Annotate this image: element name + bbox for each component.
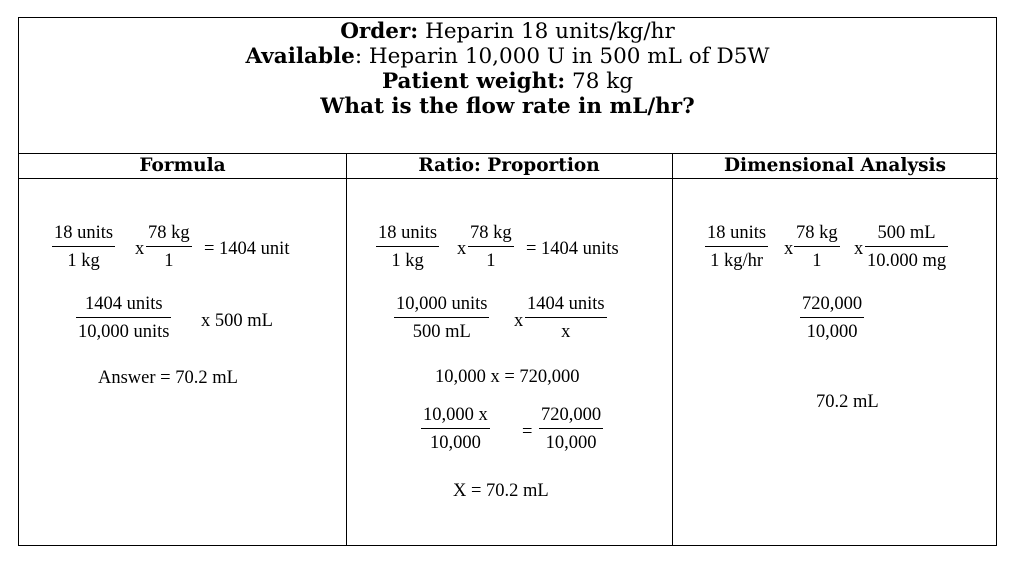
answer-text: Answer = 70.2 mL bbox=[98, 368, 238, 388]
column-header-ratio: Ratio: Proportion bbox=[346, 154, 672, 179]
multiplier-text: x 500 mL bbox=[201, 311, 273, 331]
column-header-formula: Formula bbox=[19, 154, 346, 179]
equals-sign: = bbox=[522, 422, 533, 442]
fraction: 10,000 units 500 mL bbox=[396, 294, 488, 342]
equation-result: = 1404 units bbox=[526, 239, 619, 259]
question-line: What is the flow rate in mL/hr? bbox=[320, 94, 695, 119]
fraction: $\frac{500 mL}{10.000 mg}$ bbox=[867, 223, 947, 271]
answer-text: 70.2 mL bbox=[816, 392, 879, 412]
fraction: 1404 units 10,000 units bbox=[78, 294, 170, 342]
fraction: 18 units 1 kg/hr bbox=[707, 223, 767, 271]
available-line: Available: Heparin 10,000 U in 500 mL of D5W bbox=[245, 44, 770, 69]
problem-table bbox=[18, 17, 997, 546]
patient-weight-line: Patient weight: 78 kg bbox=[381, 69, 634, 94]
fraction: $\frac{720,000}{10,000}$ bbox=[541, 405, 602, 453]
formula-cell bbox=[19, 179, 346, 545]
fraction: 18 units 1 kg bbox=[54, 223, 114, 271]
dimensional-cell bbox=[672, 179, 998, 545]
times-sign: x bbox=[457, 239, 467, 259]
ratio-cell bbox=[346, 179, 672, 545]
fraction: $\frac{78 kg}{1}$ bbox=[470, 223, 512, 271]
times-sign: x bbox=[854, 239, 864, 259]
fraction: $\frac{720,000}{10,000}$ bbox=[802, 294, 863, 342]
times-sign: x bbox=[784, 239, 794, 259]
fraction: $\frac{78 kg}{1}$ bbox=[148, 223, 190, 271]
fraction: 18 units 1 kg bbox=[378, 223, 438, 271]
order-line: Order: Heparin 18 units/kg/hr bbox=[340, 19, 675, 44]
times-sign: x bbox=[135, 239, 145, 259]
equation-line: 10,000 x = 720,000 bbox=[435, 367, 580, 387]
equation-result: = 1404 unit bbox=[204, 239, 290, 259]
times-sign: x bbox=[514, 311, 524, 331]
answer-text: X = 70.2 mL bbox=[453, 481, 549, 501]
fraction: $\frac{10,000 x}{10,000}$ bbox=[423, 405, 488, 453]
fraction: $\frac{78 kg}{1}$ bbox=[796, 223, 838, 271]
fraction: 1404 units x bbox=[527, 294, 605, 342]
column-header-dimensional: Dimensional Analysis bbox=[672, 154, 998, 179]
problem-header bbox=[19, 18, 996, 154]
